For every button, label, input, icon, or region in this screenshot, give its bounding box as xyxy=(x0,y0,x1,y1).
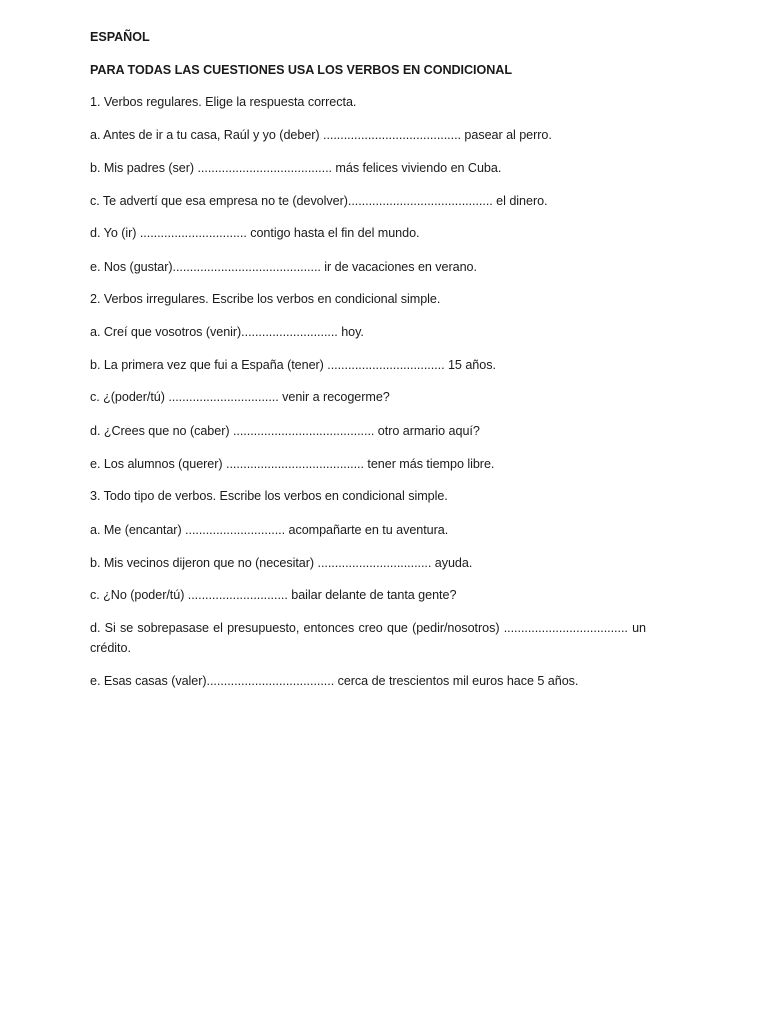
section-3-item-a: a. Me (encantar) ............................. acompañarte en tu aventura. xyxy=(90,523,449,537)
section-3-item-d: d. Si se sobrepasase el presupuesto, entonces creo que (pedir/nosotros) .................................... un crédito. xyxy=(90,621,646,655)
section-2-heading: 2. Verbos irregulares. Escribe los verbos en condicional simple. xyxy=(90,292,441,306)
section-1-item-e: e. Nos (gustar)........................................... ir de vacaciones en verano. xyxy=(90,260,477,274)
section-3-item-e: e. Esas casas (valer)..................................... cerca de trescientos mil euros hace 5 años. xyxy=(90,674,579,688)
section-3-item-b: b. Mis vecinos dijeron que no (necesitar) ................................. ayuda. xyxy=(90,556,473,570)
section-1-item-c: c. Te advertí que esa empresa no te (devolver).......................................... el dinero. xyxy=(90,194,548,208)
document-title: ESPAÑOL xyxy=(90,30,150,44)
section-1-item-a: a. Antes de ir a tu casa, Raúl y yo (deber) ........................................ pasear al perro. xyxy=(90,128,552,142)
section-2-item-b: b. La primera vez que fui a España (tener) .................................. 15 años. xyxy=(90,358,496,372)
section-2-item-d: d. ¿Crees que no (caber) ......................................... otro armario aquí? xyxy=(90,424,480,438)
section-2-item-a: a. Creí que vosotros (venir)............................ hoy. xyxy=(90,325,364,339)
section-3-item-c: c. ¿No (poder/tú) ............................. bailar delante de tanta gente? xyxy=(90,588,457,602)
section-1-heading: 1. Verbos regulares. Elige la respuesta correcta. xyxy=(90,95,357,109)
section-2-item-e: e. Los alumnos (querer) ........................................ tener más tiempo libre. xyxy=(90,457,495,471)
section-1-item-d: d. Yo (ir) ............................... contigo hasta el fin del mundo. xyxy=(90,226,420,240)
general-instruction: PARA TODAS LAS CUESTIONES USA LOS VERBOS EN CONDICIONAL xyxy=(90,63,512,77)
section-2-item-c: c. ¿(poder/tú) ................................ venir a recogerme? xyxy=(90,390,390,404)
section-1-item-b: b. Mis padres (ser) ....................................... más felices viviendo en Cuba. xyxy=(90,161,502,175)
section-3-heading: 3. Todo tipo de verbos. Escribe los verbos en condicional simple. xyxy=(90,489,448,503)
